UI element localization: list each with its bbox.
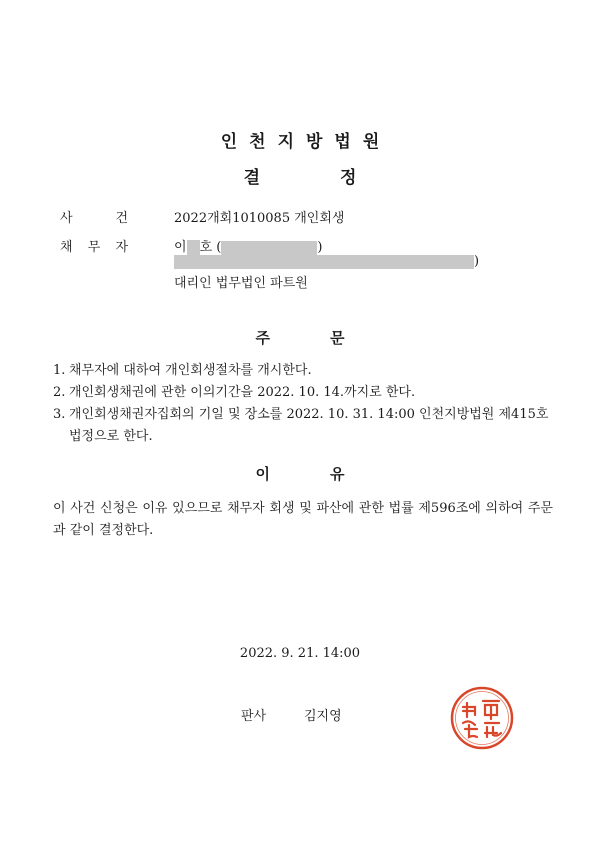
debtor-label-char: 자 — [115, 240, 128, 255]
debtor-label-char: 무 — [87, 240, 101, 255]
redaction-block — [221, 241, 317, 255]
order-item — [53, 360, 553, 382]
order-item-number: 3. — [53, 407, 66, 422]
judge-seal-icon — [449, 685, 515, 751]
case-label-char: 사 — [60, 211, 73, 226]
reason-text: 이 사건 신청은 이유 있으므로 채무자 회생 및 파산에 관한 법률 제596조에 의하여 주문과 같이 결정한다. — [53, 501, 553, 538]
order-item — [53, 382, 553, 404]
order-heading: 주문 — [255, 329, 405, 347]
reason-heading: 이유 — [255, 465, 405, 483]
debtor-name — [174, 236, 322, 255]
order-item-text: 개인회생채권자집회의 기일 및 장소를 2022. 10. 31. 14:00 인천지방법원 제415호 — [69, 407, 549, 422]
case-label — [60, 207, 128, 226]
case-label-char: 건 — [115, 211, 128, 226]
order-item-number: 2. — [53, 385, 66, 400]
order-item-text: 개인회생채권에 관한 이의기간을 2022. 10. 14.까지로 한다. — [69, 385, 416, 400]
judge-name: 김지영 — [304, 709, 342, 724]
order-item — [53, 404, 553, 448]
order-item-number: 1. — [53, 363, 66, 378]
court-name: 인천지방법원 — [220, 132, 392, 152]
debtor-name-last: 호 — [199, 240, 213, 255]
case-number: 2022개회1010085 개인회생 — [174, 211, 345, 226]
decision-date: 2022. 9. 21. 14:00 — [239, 646, 361, 661]
order-item-continuation: 법정으로 한다. — [69, 429, 153, 444]
address-paren-close: ) — [474, 254, 480, 269]
document-type: 결정 — [243, 168, 437, 188]
debtor-address — [174, 254, 479, 269]
debtor-paren-close: ) — [317, 240, 323, 255]
debtor-name-first: 이 — [174, 240, 187, 255]
redaction-block — [174, 255, 474, 269]
debtor-label — [60, 236, 128, 255]
debtor-label-char: 채 — [60, 240, 73, 255]
redaction-block — [187, 240, 200, 255]
debtor-paren-open: ( — [216, 240, 222, 255]
agent: 대리인 법무법인 파트원 — [174, 276, 308, 291]
judge-label: 판사 — [241, 709, 267, 724]
order-item-text: 채무자에 대하여 개인회생절차를 개시한다. — [69, 363, 312, 378]
